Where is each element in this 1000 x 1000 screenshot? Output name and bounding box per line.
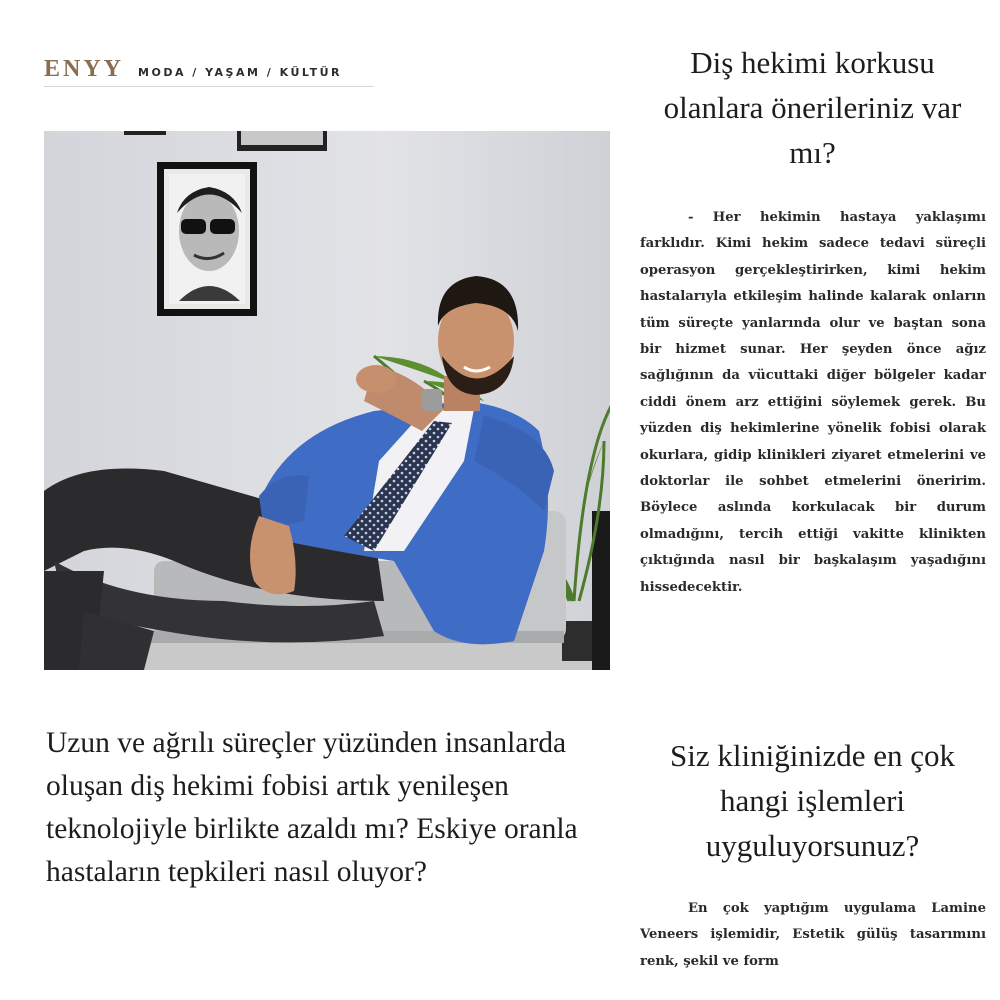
answer-paragraph-3 xyxy=(640,896,986,976)
answer-text-3: En çok yaptığım uygulama Lamine Veneers işlemidir, Estetik gülüş tasarımını renk, şekil ve form xyxy=(640,901,986,969)
masthead xyxy=(44,56,342,83)
question-heading-2: Uzun ve ağrılı süreçler yüzünden insanlarda oluşan diş hekimi fobisi artık yenileşen teknolojiyle birlikte azaldı mı? Eskiye oranla hastaların tepkileri nasıl oluyor? xyxy=(46,727,578,888)
masthead-rule xyxy=(44,86,374,87)
answer-text-1: - Her hekimin hastaya yaklaşımı farklıdır. Kimi hekim sadece tedavi süreçli operasyon gerçekleştirirken, kimi hekim hastalarıyla etkileşim halinde kalarak onların tüm süreçte yanlarında olur ve baştan sona bir hizmet sunar. Her şeyden önce ağız sağlığının da vücuttaki diğer bölgeler kadar ciddi önem arz ettiğini söylemek gerek. Bu yüzden diş hekimlerine yönelik fobisi olarak okurlara, gidip klinikleri ziyaret etmelerini ve doktorlar ile sohbet etmelerini öneririm. Böylece aslında korkulacak bir durum olmadığını, tercih ettiği vakitte klinikten çıktığında nasıl bir başkalaşım yaşadığını hissedecektir. xyxy=(640,210,986,595)
logo: ENYY xyxy=(44,56,125,82)
tagline: MODA / YAŞAM / KÜLTÜR xyxy=(138,66,342,79)
question-heading-1: Diş hekimi korkusu olanlara önerileriniz var mı? xyxy=(663,45,962,170)
answer-paragraph-1 xyxy=(640,205,986,601)
portrait-photo xyxy=(44,131,610,670)
question-heading-3: Siz kliniğinizde en çok hangi işlemleri uyguluyorsunuz? xyxy=(670,738,955,863)
